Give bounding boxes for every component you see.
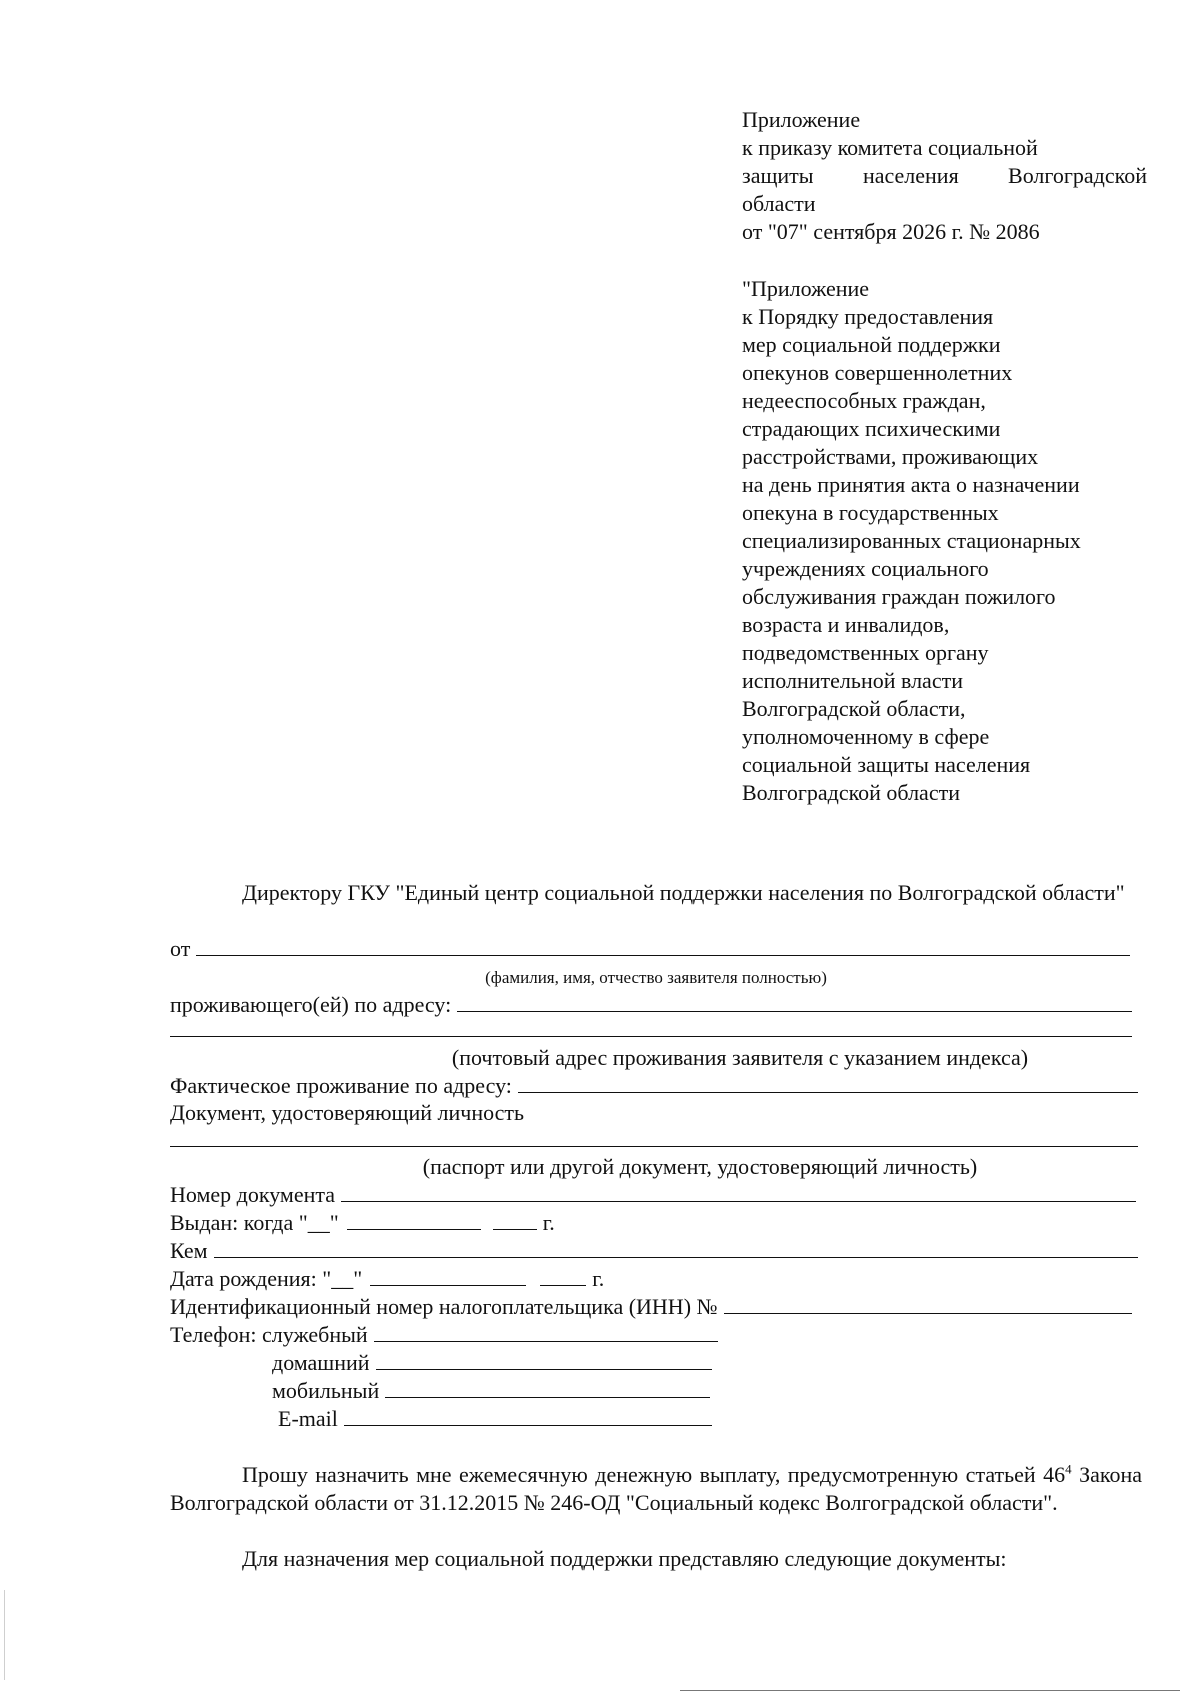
appendix-procedure-line: на день принятия акта о назначении bbox=[742, 472, 1080, 497]
footer-rule bbox=[680, 1690, 1180, 1691]
applicant-name-hint: (фамилия, имя, отчество заявителя полностью) bbox=[485, 968, 827, 987]
id-document-label: Документ, удостоверяющий личность bbox=[170, 1100, 525, 1125]
appendix-procedure-line: Волгоградской области, bbox=[742, 696, 966, 721]
appendix-procedure-line: подведомственных органу bbox=[742, 640, 989, 665]
document-number-label: Номер документа bbox=[170, 1182, 336, 1207]
appendix-order-line-2: к приказу комитета социальной bbox=[742, 135, 1038, 160]
phone-home-field[interactable] bbox=[376, 1349, 712, 1370]
phone-work-label: Телефон: служебный bbox=[170, 1322, 368, 1347]
document-number-field[interactable] bbox=[341, 1181, 1136, 1202]
appendix-procedure-line: учреждениях социального bbox=[742, 556, 989, 581]
address-field[interactable] bbox=[457, 991, 1132, 1012]
actual-address-row bbox=[170, 1072, 1138, 1100]
documents-intro: Для назначения мер социальной поддержки представляю следующие документы: bbox=[242, 1546, 1007, 1571]
article-superscript: 4 bbox=[1065, 1461, 1072, 1477]
appendix-procedure-line: к Порядку предоставления bbox=[742, 304, 994, 329]
phone-mobile-label: мобильный bbox=[272, 1378, 380, 1403]
inn-field[interactable] bbox=[724, 1293, 1132, 1314]
phone-mobile-field[interactable] bbox=[385, 1377, 710, 1398]
scan-edge-mark bbox=[4, 1590, 5, 1680]
appendix-procedure-line: расстройствами, проживающих bbox=[742, 444, 1039, 469]
appendix-procedure-line: возраста и инвалидов, bbox=[742, 612, 950, 637]
appendix-procedure-line: исполнительной власти bbox=[742, 668, 963, 693]
inn-label: Идентификационный номер налогоплательщика (ИНН) № bbox=[170, 1294, 718, 1319]
id-document-row bbox=[170, 1099, 524, 1127]
appendix-procedure-line: "Приложение bbox=[742, 276, 870, 301]
address-label: проживающего(ей) по адресу: bbox=[170, 992, 452, 1017]
appendix-procedure-line: обслуживания граждан пожилого bbox=[742, 584, 1056, 609]
appendix-order-line-4: области bbox=[742, 191, 816, 216]
request-text-start: Прошу назначить мне ежемесячную денежную выплату, предусмотренную статьей 46 bbox=[242, 1462, 1066, 1487]
birth-year-field[interactable] bbox=[540, 1265, 586, 1286]
actual-address-label: Фактическое проживание по адресу: bbox=[170, 1073, 512, 1098]
appendix-procedure-line: социальной защиты населения bbox=[742, 752, 1031, 777]
phone-work-field[interactable] bbox=[374, 1321, 718, 1342]
birth-date-row bbox=[170, 1265, 604, 1293]
birth-date-label: Дата рождения: "__" bbox=[170, 1266, 363, 1291]
appendix-order-word-3: Волгоградской bbox=[1008, 163, 1147, 188]
issued-date-row bbox=[170, 1209, 555, 1237]
phone-home-row bbox=[272, 1349, 712, 1377]
appendix-order-date-number: от "07" сентября 2026 г. № 2086 bbox=[742, 219, 1040, 244]
issued-by-field[interactable] bbox=[214, 1237, 1138, 1258]
request-text bbox=[170, 1461, 1142, 1517]
appendix-order-word-1: защиты bbox=[742, 163, 814, 188]
appendix-procedure-line: недееспособных граждан, bbox=[742, 388, 986, 413]
appendix-procedure-line: Волгоградской области bbox=[742, 780, 960, 805]
appendix-procedure-line: опекунов совершеннолетних bbox=[742, 360, 1013, 385]
issued-month-field[interactable] bbox=[347, 1209, 481, 1230]
phone-work-row bbox=[170, 1321, 718, 1349]
appendix-procedure-header bbox=[742, 275, 1147, 807]
documents-intro-paragraph bbox=[170, 1545, 1142, 1573]
appendix-order-line-1: Приложение bbox=[742, 107, 861, 132]
document-number-row bbox=[170, 1181, 1136, 1209]
birth-month-field[interactable] bbox=[370, 1265, 526, 1286]
request-text-end: Закона Волгоградской области от 31.12.2015 № 246-ОД "Социальный кодекс Волгоградской области". bbox=[170, 1462, 1142, 1515]
email-label: E-mail bbox=[278, 1406, 338, 1431]
applicant-name-field[interactable] bbox=[196, 935, 1130, 956]
actual-address-field[interactable] bbox=[518, 1072, 1138, 1093]
appendix-procedure-line: уполномоченному в сфере bbox=[742, 724, 990, 749]
appendix-order-line-3 bbox=[742, 162, 1147, 190]
inn-row bbox=[170, 1293, 1132, 1321]
email-row bbox=[278, 1405, 712, 1433]
id-document-field[interactable] bbox=[170, 1146, 1138, 1147]
appendix-procedure-line: мер социальной поддержки bbox=[742, 332, 1001, 357]
appendix-procedure-line: опекуна в государственных bbox=[742, 500, 999, 525]
request-paragraph bbox=[170, 1461, 1142, 1517]
phone-mobile-row bbox=[272, 1377, 710, 1405]
id-document-hint: (паспорт или другой документ, удостоверяющий личность) bbox=[422, 1154, 978, 1179]
issued-by-label: Кем bbox=[170, 1238, 208, 1263]
recipient-line: Директору ГКУ "Единый центр социальной поддержки населения по Волгоградской области" bbox=[242, 880, 1125, 905]
applicant-name-row bbox=[170, 935, 1130, 963]
address-hint: (почтовый адрес проживания заявителя с указанием индекса) bbox=[451, 1045, 1029, 1070]
phone-home-label: домашний bbox=[272, 1350, 370, 1375]
email-field[interactable] bbox=[344, 1405, 712, 1426]
birth-year-suffix: г. bbox=[592, 1266, 605, 1291]
address-row bbox=[170, 991, 1132, 1019]
appendix-procedure-line: специализированных стационарных bbox=[742, 528, 1081, 553]
appendix-order-header bbox=[742, 106, 1147, 246]
appendix-procedure-line: страдающих психическими bbox=[742, 416, 1001, 441]
address-field-line-2[interactable] bbox=[170, 1036, 1132, 1037]
from-label: от bbox=[170, 936, 191, 961]
appendix-order-word-2: населения bbox=[862, 163, 959, 188]
issued-date-label: Выдан: когда "__" bbox=[170, 1210, 339, 1235]
issued-year-suffix: г. bbox=[542, 1210, 555, 1235]
issued-by-row bbox=[170, 1237, 1138, 1265]
issued-year-field[interactable] bbox=[493, 1209, 537, 1230]
